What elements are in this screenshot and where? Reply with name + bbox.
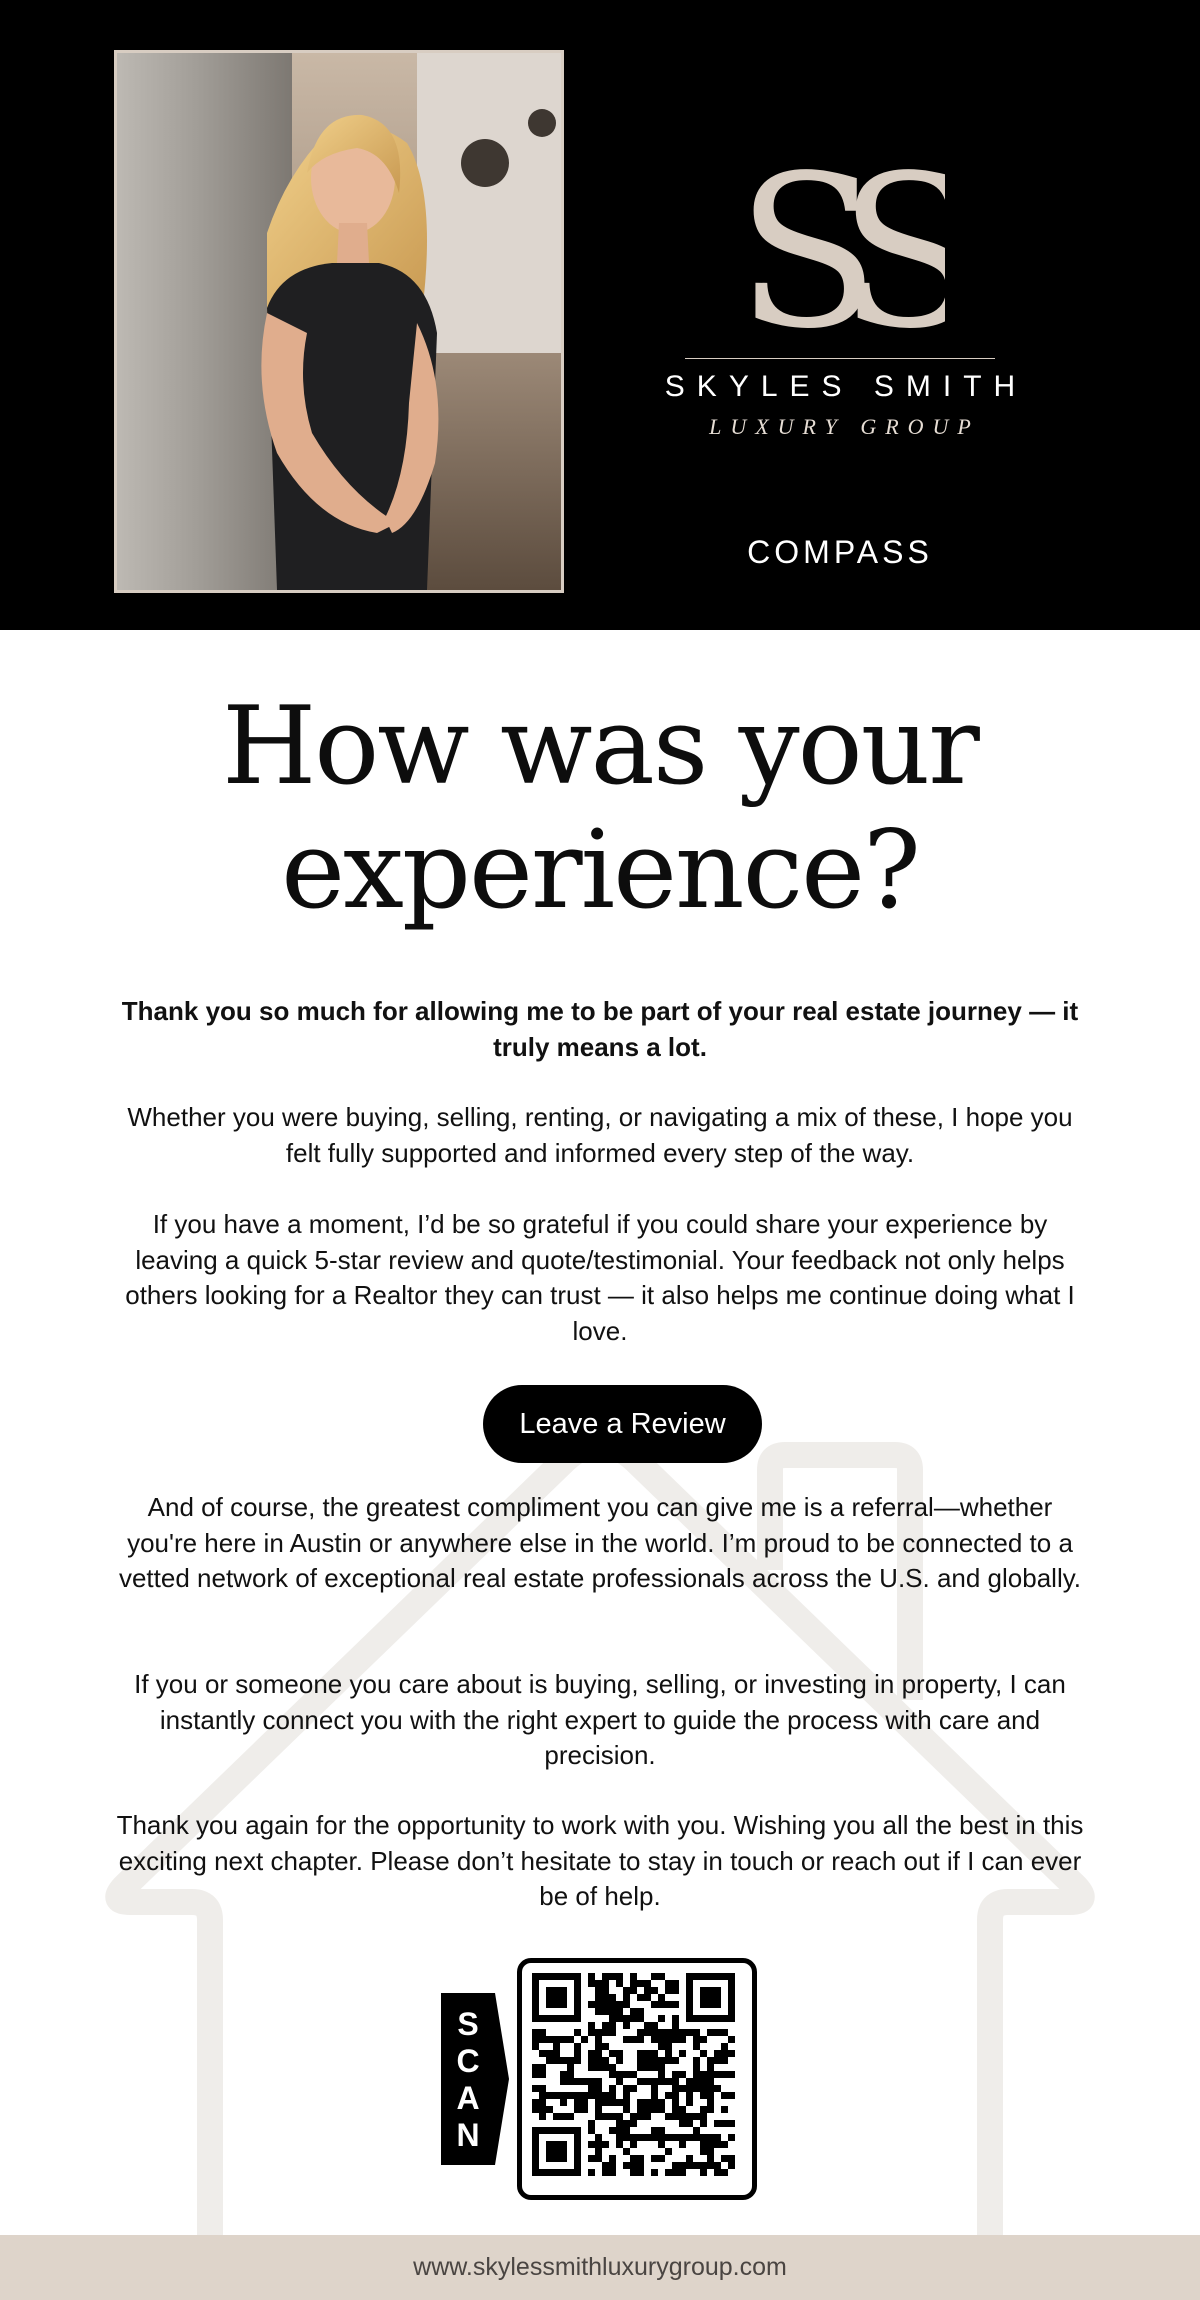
referral-paragraph: And of course, the greatest compliment you can give me is a referral—whether you're here in Austin or anywhere else in the world. I’m proud to be connected to a vetted network of exceptional real estate professionals across the U.S. and globally. <box>118 1492 1082 1593</box>
ss-monogram-logo <box>735 150 945 340</box>
monogram-text: SS <box>735 150 945 340</box>
connect-paragraph: If you or someone you care about is buying, selling, or investing in property, I can instantly connect you with the right expert to guide the process with care and precision. <box>134 1669 1066 1770</box>
header-banner <box>0 0 1200 630</box>
agent-portrait-photo <box>114 50 564 593</box>
closing-paragraph: Thank you again for the opportunity to work with you. Wishing you all the best in this exciting next chapter. Please don’t hesitate to stay in touch or reach out if I can ever be of help. <box>116 1810 1084 1911</box>
thanks-paragraph: Thank you so much for allowing me to be part of your real estate journey — it truly means a lot. <box>121 996 1079 1062</box>
qr-code-icon[interactable] <box>532 1973 742 2185</box>
scan-label <box>441 2006 495 2154</box>
title-line-1: How was your <box>222 684 978 809</box>
brand-name: SKYLES SMITH <box>664 370 1028 403</box>
brand-divider <box>685 358 995 359</box>
scan-letter-s: S <box>457 2006 479 2042</box>
qr-code-frame[interactable] <box>517 1958 757 2200</box>
brokerage-logo: COMPASS <box>747 534 933 570</box>
brand-tagline: LUXURY GROUP <box>709 414 980 439</box>
scan-letter-a: A <box>456 2080 480 2116</box>
leave-review-button[interactable]: Leave a Review <box>483 1385 762 1463</box>
support-paragraph: Whether you were buying, selling, renting, or navigating a mix of these, I hope you felt fully supported and informed every step of the way. <box>127 1102 1073 1168</box>
scan-letter-n: N <box>456 2117 480 2153</box>
footer-bar <box>0 2235 1200 2300</box>
title-line-2: experience? <box>281 808 919 933</box>
page-title <box>0 685 1200 933</box>
brand-logo <box>640 150 1040 441</box>
review-request-paragraph: If you have a moment, I’d be so grateful if you could share your experience by leaving a quick 5-star review and quote/testimonial. Your feedback not only helps others looking for a Realtor they can trust — it also helps me continue doing what I love. <box>125 1209 1075 1346</box>
scan-letter-c: C <box>456 2043 480 2079</box>
website-link[interactable]: www.skylessmithluxurygroup.com <box>413 2253 787 2281</box>
portrait-illustration <box>117 53 561 590</box>
